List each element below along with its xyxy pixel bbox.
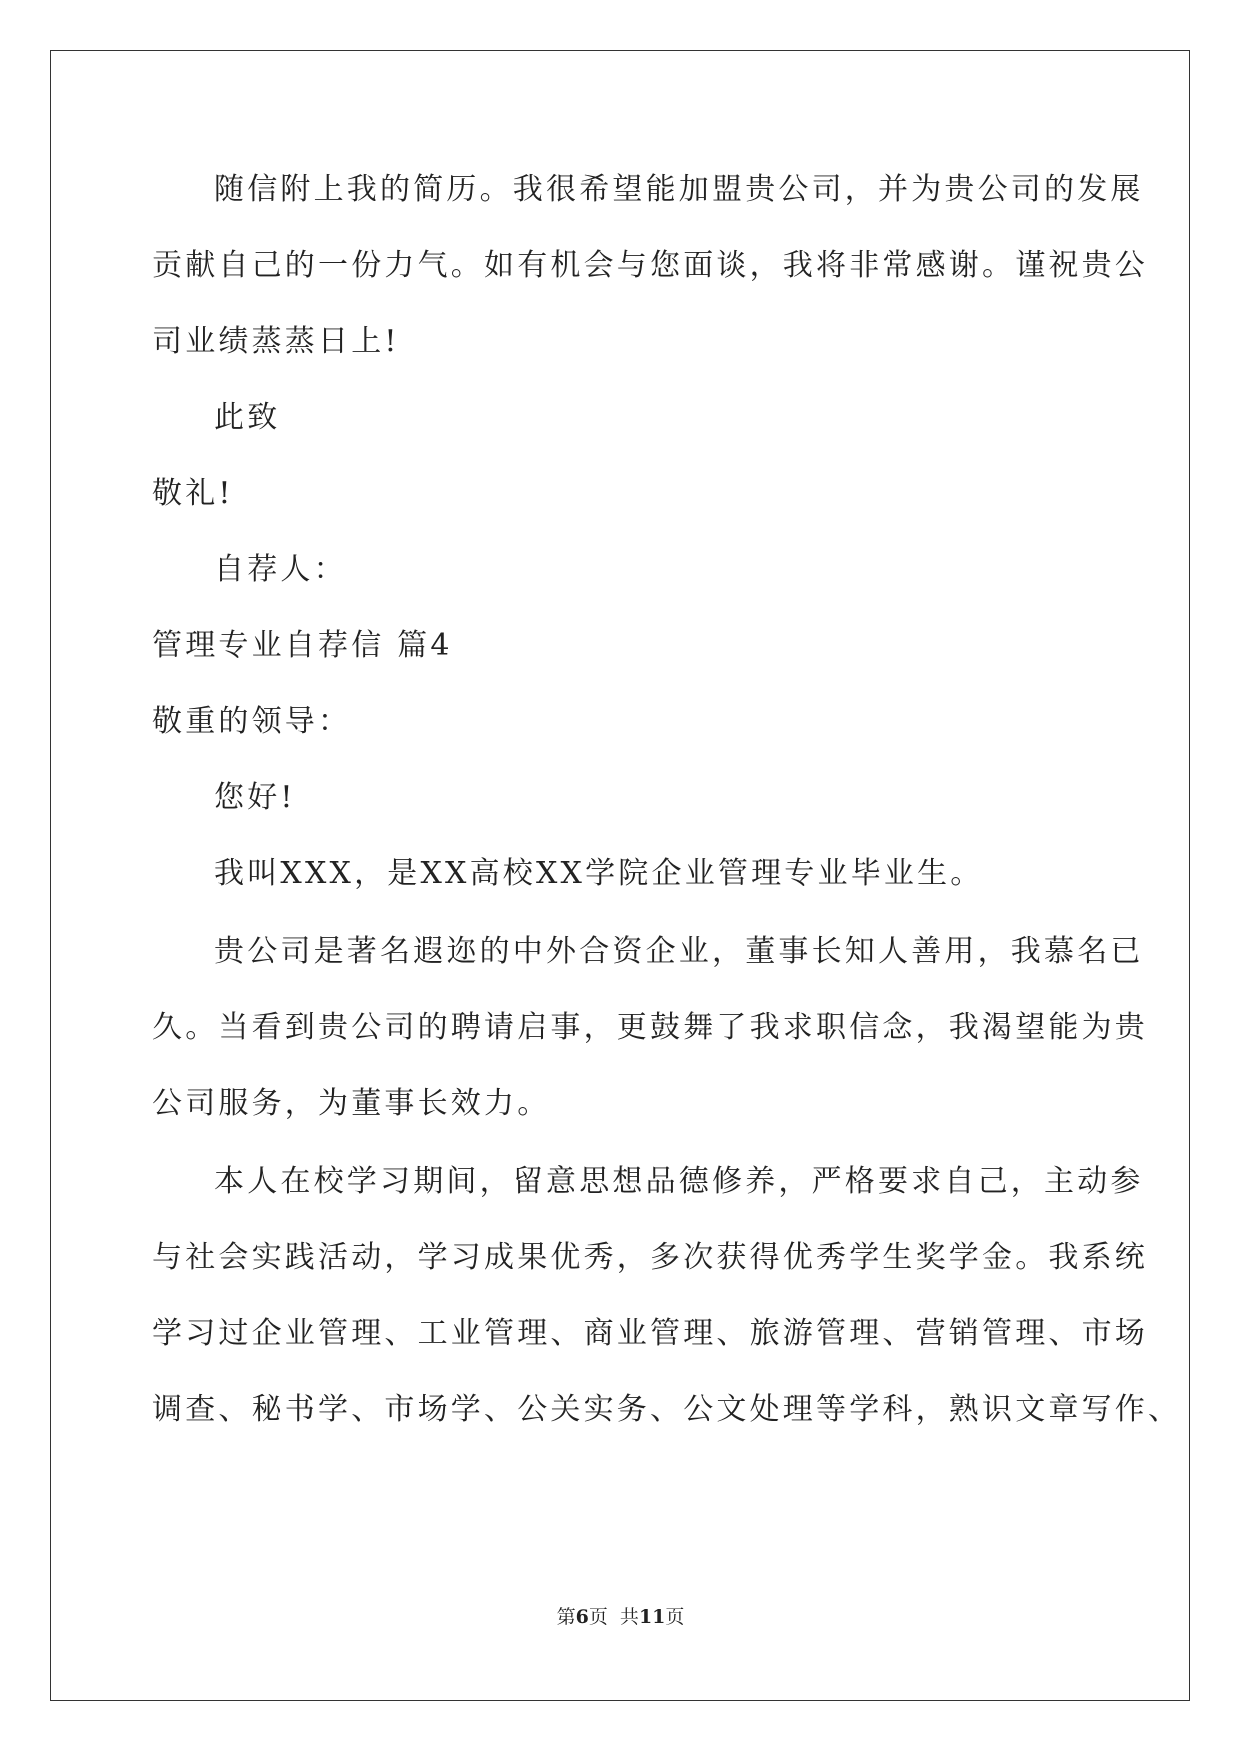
greeting-line: 敬重的领导： [152,704,352,739]
paragraph-line: 久。当看到贵公司的聘请启事，更鼓舞了我求职信念，我渴望能为贵 [152,1010,1148,1045]
footer-suffix: 页 [665,1606,685,1628]
paragraph-line: 贡献自己的一份力气。如有机会与您面谈，我将非常感谢。谨祝贵公 [152,248,1148,283]
salutation-line: 敬礼! [152,476,234,511]
paragraph-line: 司业绩蒸蒸日上! [152,324,400,359]
section-heading: 管理专业自荐信 篇4 [152,628,453,663]
footer-page-current: 6 [575,1606,589,1628]
paragraph-line: 与社会实践活动，学习成果优秀，多次获得优秀学生奖学金。我系统 [152,1240,1148,1275]
signature-line: 自荐人： [214,552,347,587]
footer-page-total: 11 [638,1606,666,1628]
paragraph-line: 调查、秘书学、市场学、公关实务、公文处理等学科，熟识文章写作、 [152,1392,1182,1427]
paragraph-line: 贵公司是著名遐迩的中外合资企业，董事长知人善用，我慕名已 [214,934,1144,969]
paragraph-line: 学习过企业管理、工业管理、商业管理、旅游管理、营销管理、市场 [152,1316,1148,1351]
page-footer [0,1605,1241,1629]
closing-line: 此致 [214,400,281,435]
paragraph-line: 我叫XXX，是XX高校XX学院企业管理专业毕业生。 [214,856,984,891]
paragraph-line: 本人在校学习期间，留意思想品德修养，严格要求自己，主动参 [214,1164,1144,1199]
paragraph-line: 随信附上我的简历。我很希望能加盟贵公司，并为贵公司的发展 [214,172,1144,207]
footer-prefix: 第 [556,1606,576,1628]
paragraph-line: 公司服务，为董事长效力。 [152,1086,551,1121]
greeting-line: 您好! [214,780,296,815]
footer-mid: 页 共 [588,1606,639,1628]
